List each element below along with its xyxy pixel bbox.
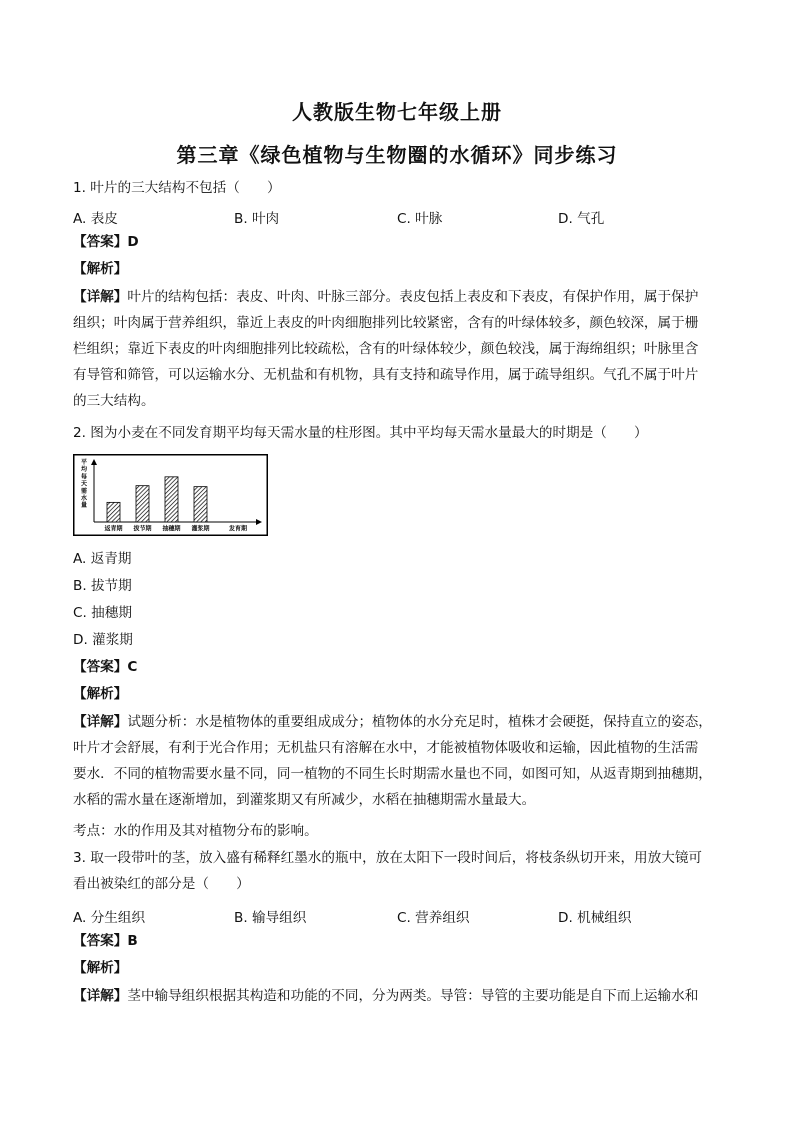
q3-stem	[73, 845, 728, 897]
q2-answer: 【答案】C	[73, 659, 138, 675]
q3-analysis-label: 【解析】	[73, 960, 128, 976]
q1-option-b: B. 叶肉	[234, 211, 280, 227]
q2-option-c: C. 抽穗期	[73, 605, 132, 621]
q1-option-d: D. 气孔	[558, 211, 605, 227]
q2-detail-line: 叶片才会舒展，有利于光合作用；无机盐只有溶解在水中，才能被植物体吸收和运输，因此植物的生活需	[73, 740, 699, 756]
y-axis-label-char: 每	[80, 473, 88, 481]
y-axis-label-char: 量	[80, 502, 88, 510]
q2-stem: 2. 图为小麦在不同发育期平均每天需水量的柱形图。其中平均每天需水量最大的时期是（ ）	[73, 425, 648, 441]
y-axis-label-char: 均	[80, 466, 88, 474]
q1-analysis-label: 【解析】	[73, 261, 128, 277]
q2-option-a: A. 返青期	[73, 551, 132, 567]
x-tick-label: 拔节期	[133, 525, 152, 533]
q2-detail-line: 要水．不同的植物需要水量不同，同一植物的不同生长时期需水量也不同，如图可知，从返青期到抽穗期，	[73, 766, 712, 782]
q2-option-d: D. 灌浆期	[73, 632, 133, 648]
q2-option-b: B. 拔节期	[73, 578, 132, 594]
q2-analysis-label: 【解析】	[73, 686, 128, 702]
q2-note: 考点：水的作用及其对植物分布的影响。	[73, 823, 318, 839]
document-title: 人教版生物七年级上册	[292, 100, 502, 124]
q3-detail-label: 【详解】	[73, 988, 128, 1004]
y-axis-label	[81, 458, 88, 509]
q3-stem-line: 3. 取一段带叶的茎，放入盛有稀释红墨水的瓶中，放在太阳下一段时间后，将枝条纵切开来，用放大镜可	[73, 850, 703, 866]
x-tick-label: 灌浆期	[191, 525, 210, 533]
q2-detail-label: 【详解】	[73, 714, 128, 730]
q1-detail-line: 叶片的结构包括：表皮、叶肉、叶脉三部分。表皮包括上表皮和下表皮，有保护作用，属于保护	[127, 289, 699, 305]
q1-detail	[73, 284, 728, 414]
chapter-title: 第三章《绿色植物与生物圈的水循环》同步练习	[176, 143, 618, 167]
q1-detail-line: 的三大结构。	[73, 393, 155, 409]
bar-1	[107, 502, 120, 522]
q3-option-d: D. 机械组织	[558, 910, 632, 926]
x-axis-label: 发育期	[228, 525, 248, 533]
q1-option-c: C. 叶脉	[397, 211, 443, 227]
bar-4	[194, 487, 207, 522]
q1-option-a: A. 表皮	[73, 211, 118, 227]
q1-detail-line: 组织；叶肉属于营养组织，靠近上表皮的叶肉细胞排列比较紧密，含有的叶绿体较多，颜色较深，属于栅	[73, 315, 699, 331]
x-tick-label: 抽穗期	[162, 525, 181, 533]
q3-answer: 【答案】B	[73, 933, 138, 949]
q1-answer: 【答案】D	[73, 234, 139, 250]
q3-detail	[73, 983, 728, 1009]
q2-detail	[73, 709, 728, 813]
q1-detail-line: 栏组织；靠近下表皮的叶肉细胞排列比较疏松，含有的叶绿体较少，颜色较浅，属于海绵组织；叶脉里含	[73, 341, 699, 357]
q3-option-a: A. 分生组织	[73, 910, 146, 926]
bar-3	[165, 477, 178, 522]
q3-option-b: B. 输导组织	[234, 910, 307, 926]
y-axis-label-char: 天	[80, 480, 88, 488]
water-need-bar-chart	[73, 454, 268, 536]
q2-detail-line: 试题分析：水是植物体的重要组成成分；植物体的水分充足时，植株才会硬挺，保持直立的姿态，	[127, 714, 712, 730]
q1-detail-line: 有导管和筛管，可以运输水分、无机盐和有机物，具有支持和疏导作用，属于疏导组织。气孔不属于叶片	[73, 367, 699, 383]
q3-detail-line: 茎中输导组织根据其构造和功能的不同，分为两类。导管：导管的主要功能是自下而上运输水和	[127, 988, 699, 1004]
y-axis-label-char: 平	[80, 459, 88, 466]
q1-detail-label: 【详解】	[73, 289, 128, 305]
y-axis-label-char: 需	[80, 487, 88, 495]
q2-detail-line: 水稻的需水量在逐渐增加，到灌浆期又有所减少，水稻在抽穗期需水量最大。	[73, 792, 536, 808]
x-tick-label: 返青期	[104, 525, 123, 533]
q3-option-c: C. 营养组织	[397, 910, 470, 926]
bar-2	[136, 486, 149, 522]
y-axis-label-char: 水	[80, 495, 88, 502]
q3-stem-line: 看出被染红的部分是（ ）	[73, 876, 250, 892]
q1-stem: 1. 叶片的三大结构不包括（ ）	[73, 180, 281, 196]
